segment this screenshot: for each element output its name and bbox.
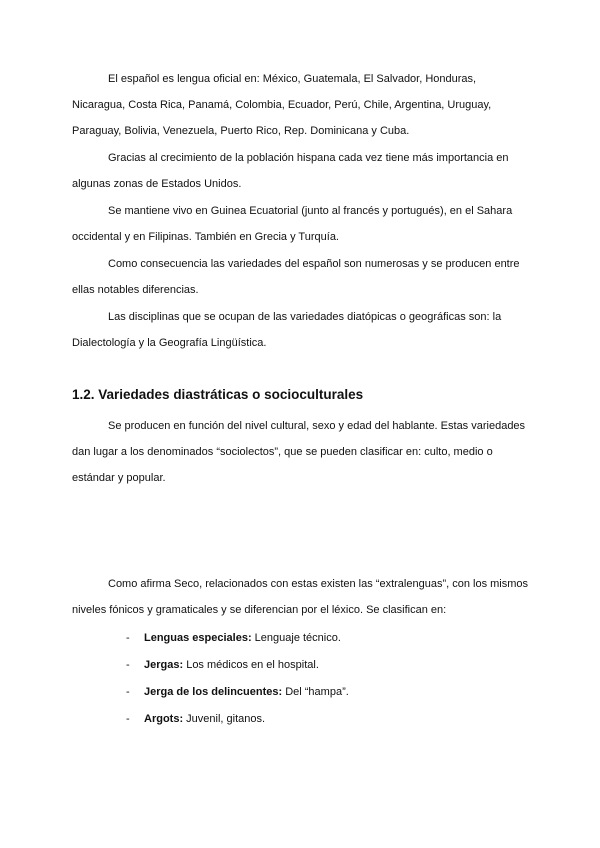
list-item-desc: Del “hampa”. [282, 686, 349, 698]
paragraph-variety-consequence: Como consecuencia las variedades del español son numerosas y se producen entre ellas notables diferencias. [72, 258, 520, 296]
bullet-dash: - [126, 686, 130, 698]
list-item [126, 707, 349, 734]
paragraph-official-countries: El español es lengua oficial en: México, Guatemala, El Salvador, Honduras, Nicaragua, Costa Rica, Panamá, Colombia, Ecuador, Perú, Chile, Argentina, Uruguay, Paraguay, Bolivia, Venezuela, Puerto Rico, Rep. Dominicana y Cuba. [72, 73, 492, 137]
bullet-dash: - [126, 659, 130, 671]
paragraph-sociolects: Se producen en función del nivel cultural, sexo y edad del hablante. Estas variedades dan lugar a los denominados “sociolectos”, que se pueden clasificar en: culto, medio o estándar y popular. [72, 420, 526, 484]
paragraph-disciplines: Las disciplinas que se ocupan de las variedades diatópicas o geográficas son: la Dialectología y la Geografía Lingüística. [72, 311, 502, 349]
paragraph-hispanic-usa: Gracias al crecimiento de la población hispana cada vez tiene más importancia en algunas zonas de Estados Unidos. [72, 152, 509, 190]
section-heading: 1.2. Variedades diastráticas o socioculturales [72, 387, 364, 402]
bullet-dash: - [126, 713, 130, 725]
list-item-desc: Juvenil, gitanos. [183, 713, 266, 725]
extralenguas-list [126, 626, 349, 734]
list-item [126, 680, 349, 707]
paragraph-guinea-sahara: Se mantiene vivo en Guinea Ecuatorial (junto al francés y portugués), en el Sahara occidental y en Filipinas. También en Grecia y Turquía. [72, 205, 513, 243]
list-item-desc: Los médicos en el hospital. [183, 659, 319, 671]
bullet-dash: - [126, 632, 130, 644]
paragraph-extralenguas: Como afirma Seco, relacionados con estas existen las “extralenguas”, con los mismos niveles fónicos y gramaticales y se diferencian por el léxico. Se clasifican en: [72, 578, 529, 616]
list-item-term: Jergas: [144, 659, 184, 671]
list-item [126, 626, 349, 653]
list-item-term: Lenguas especiales: [144, 632, 252, 644]
list-item-term: Jerga de los delincuentes: [144, 686, 283, 698]
list-item-term: Argots: [144, 713, 184, 725]
list-item-desc: Lenguaje técnico. [251, 632, 341, 644]
list-item [126, 653, 349, 680]
